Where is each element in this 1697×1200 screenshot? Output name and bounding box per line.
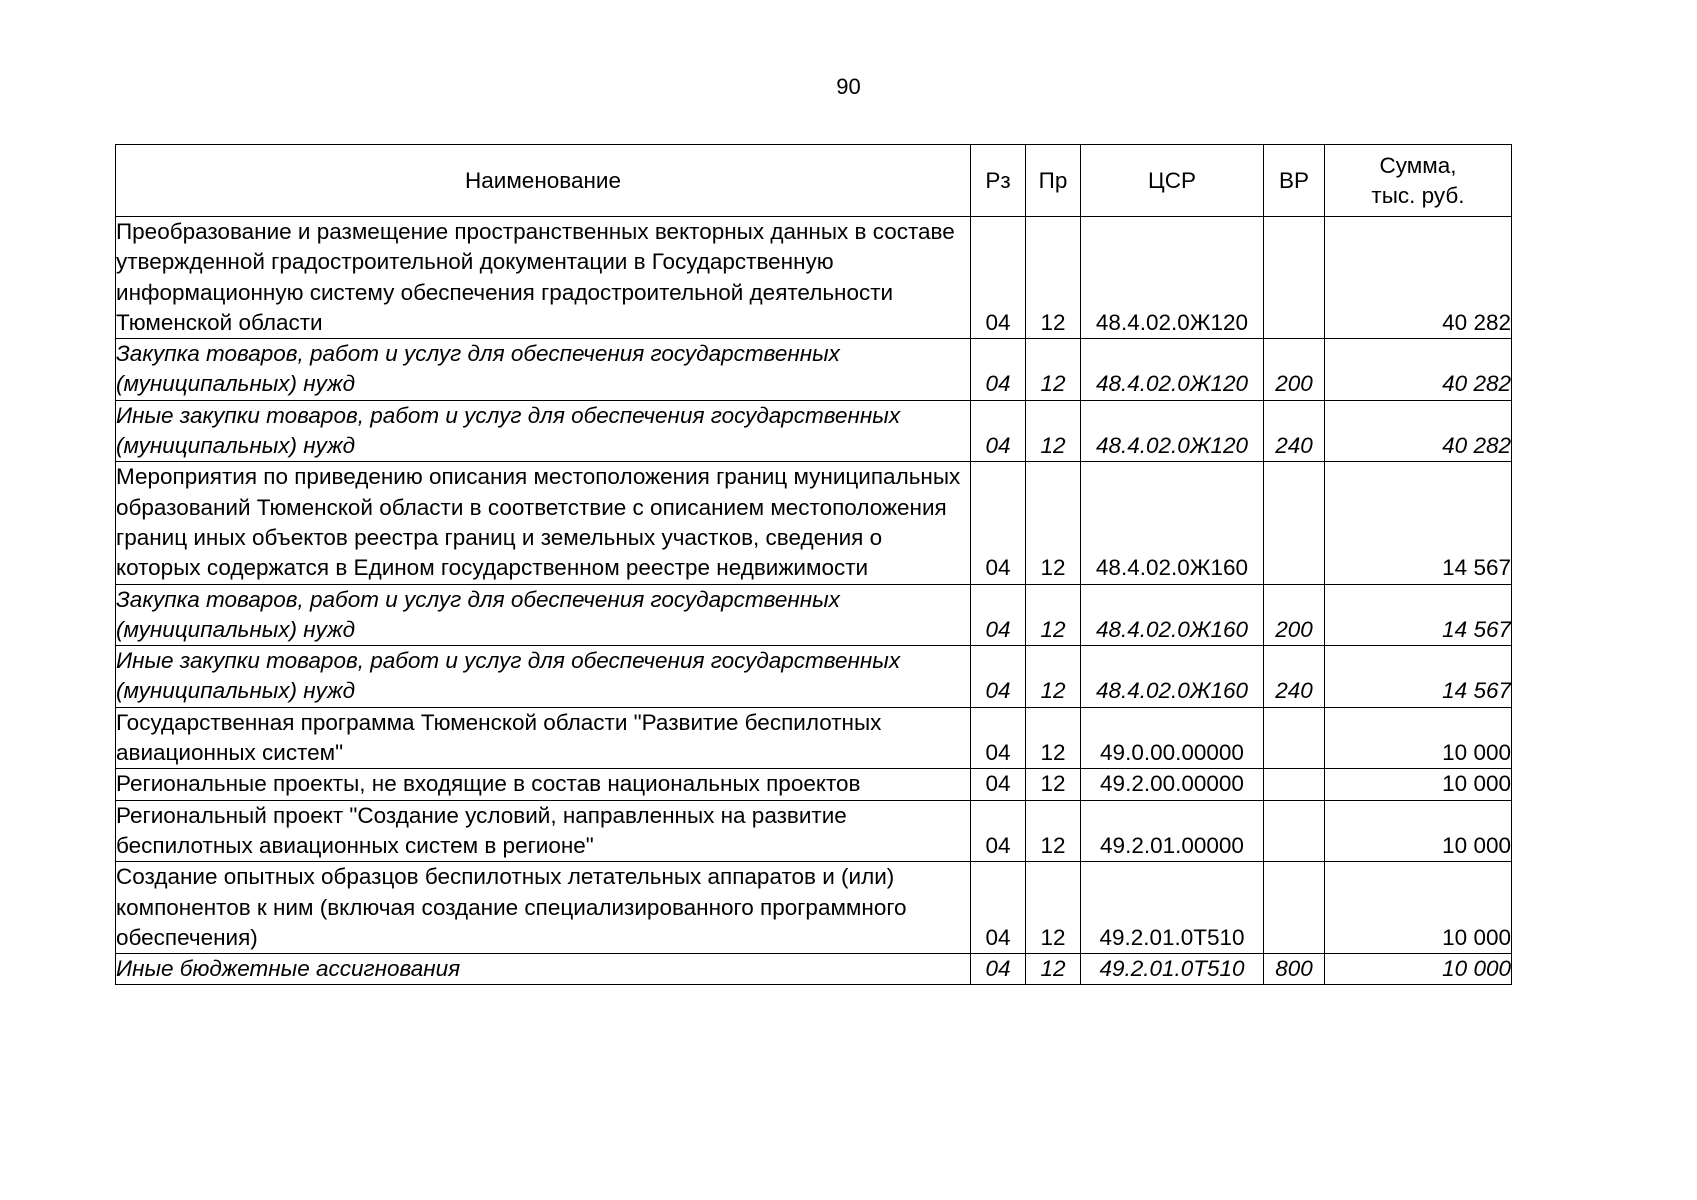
cell-pr: 12: [1026, 646, 1081, 708]
cell-name: Создание опытных образцов беспилотных летательных аппаратов и (или) компонентов к ним (включая создание специализированного программного обеспечения): [116, 862, 971, 954]
cell-vr: [1264, 707, 1325, 769]
cell-pr: 12: [1026, 217, 1081, 339]
table-row: [116, 339, 1512, 401]
page-number: 90: [836, 74, 861, 99]
cell-name: Иные закупки товаров, работ и услуг для обеспечения государственных (муниципальных) нужд: [116, 646, 971, 708]
cell-rz: 04: [971, 862, 1026, 954]
cell-pr: 12: [1026, 862, 1081, 954]
cell-sum: 40 282: [1325, 217, 1512, 339]
cell-sum: 10 000: [1325, 707, 1512, 769]
table-row: [116, 400, 1512, 462]
table-row: [116, 769, 1512, 800]
cell-csr: 48.4.02.0Ж160: [1081, 646, 1264, 708]
header-sum-line2: тыс. руб.: [1371, 182, 1465, 208]
cell-vr: 200: [1264, 584, 1325, 646]
table-header-row: [116, 145, 1512, 217]
cell-sum: 40 282: [1325, 339, 1512, 401]
cell-name: Преобразование и размещение пространственных векторных данных в составе утвержденной градостроительной документации в Государственную информационную систему обеспечения градостроительной деятельности Тюменской области: [116, 217, 971, 339]
cell-vr: 800: [1264, 954, 1325, 985]
header-csr: ЦСР: [1081, 145, 1264, 217]
cell-sum: 40 282: [1325, 400, 1512, 462]
cell-csr: 49.2.01.00000: [1081, 800, 1264, 862]
cell-rz: 04: [971, 800, 1026, 862]
header-sum: [1325, 145, 1512, 217]
cell-pr: 12: [1026, 954, 1081, 985]
cell-rz: 04: [971, 646, 1026, 708]
table-row: [116, 217, 1512, 339]
budget-table: [115, 144, 1512, 985]
cell-rz: 04: [971, 217, 1026, 339]
cell-vr: [1264, 217, 1325, 339]
cell-name: Закупка товаров, работ и услуг для обеспечения государственных (муниципальных) нужд: [116, 584, 971, 646]
cell-csr: 48.4.02.0Ж160: [1081, 462, 1264, 584]
cell-pr: 12: [1026, 584, 1081, 646]
table-row: [116, 646, 1512, 708]
cell-csr: 49.2.00.00000: [1081, 769, 1264, 800]
table-row: [116, 800, 1512, 862]
cell-name: Мероприятия по приведению описания местоположения границ муниципальных образований Тюменской области в соответствие с описанием местоположения границ иных объектов реестра границ и земельных участков, сведения о которых содержатся в Едином государственном реестре недвижимости: [116, 462, 971, 584]
cell-rz: 04: [971, 339, 1026, 401]
cell-name: Закупка товаров, работ и услуг для обеспечения государственных (муниципальных) нужд: [116, 339, 971, 401]
cell-sum: 14 567: [1325, 462, 1512, 584]
cell-vr: 240: [1264, 646, 1325, 708]
header-sum-line1: Сумма,: [1379, 152, 1457, 178]
cell-vr: [1264, 769, 1325, 800]
cell-csr: 48.4.02.0Ж120: [1081, 217, 1264, 339]
header-rz: Рз: [971, 145, 1026, 217]
table-row: [116, 462, 1512, 584]
table-row: [116, 707, 1512, 769]
cell-vr: [1264, 862, 1325, 954]
table-row: [116, 584, 1512, 646]
cell-pr: 12: [1026, 400, 1081, 462]
cell-rz: 04: [971, 954, 1026, 985]
cell-pr: 12: [1026, 462, 1081, 584]
cell-csr: 49.2.01.0Т510: [1081, 954, 1264, 985]
cell-rz: 04: [971, 707, 1026, 769]
cell-name: Иные закупки товаров, работ и услуг для обеспечения государственных (муниципальных) нужд: [116, 400, 971, 462]
cell-csr: 49.2.01.0Т510: [1081, 862, 1264, 954]
cell-sum: 10 000: [1325, 862, 1512, 954]
cell-sum: 14 567: [1325, 646, 1512, 708]
cell-sum: 10 000: [1325, 800, 1512, 862]
cell-sum: 10 000: [1325, 954, 1512, 985]
cell-csr: 48.4.02.0Ж120: [1081, 339, 1264, 401]
table-row: [116, 862, 1512, 954]
cell-rz: 04: [971, 584, 1026, 646]
header-pr: Пр: [1026, 145, 1081, 217]
cell-sum: 14 567: [1325, 584, 1512, 646]
cell-csr: 48.4.02.0Ж120: [1081, 400, 1264, 462]
cell-csr: 49.0.00.00000: [1081, 707, 1264, 769]
cell-name: Региональные проекты, не входящие в состав национальных проектов: [116, 769, 971, 800]
cell-rz: 04: [971, 462, 1026, 584]
cell-pr: 12: [1026, 339, 1081, 401]
cell-name: Иные бюджетные ассигнования: [116, 954, 971, 985]
cell-vr: 240: [1264, 400, 1325, 462]
header-vr: ВР: [1264, 145, 1325, 217]
cell-vr: [1264, 800, 1325, 862]
cell-vr: [1264, 462, 1325, 584]
cell-name: Государственная программа Тюменской области "Развитие беспилотных авиационных систем": [116, 707, 971, 769]
cell-pr: 12: [1026, 800, 1081, 862]
cell-csr: 48.4.02.0Ж160: [1081, 584, 1264, 646]
cell-sum: 10 000: [1325, 769, 1512, 800]
cell-name: Региональный проект "Создание условий, направленных на развитие беспилотных авиационных систем в регионе": [116, 800, 971, 862]
cell-rz: 04: [971, 769, 1026, 800]
cell-vr: 200: [1264, 339, 1325, 401]
cell-rz: 04: [971, 400, 1026, 462]
cell-pr: 12: [1026, 769, 1081, 800]
table-row: [116, 954, 1512, 985]
cell-pr: 12: [1026, 707, 1081, 769]
header-name: Наименование: [116, 145, 971, 217]
